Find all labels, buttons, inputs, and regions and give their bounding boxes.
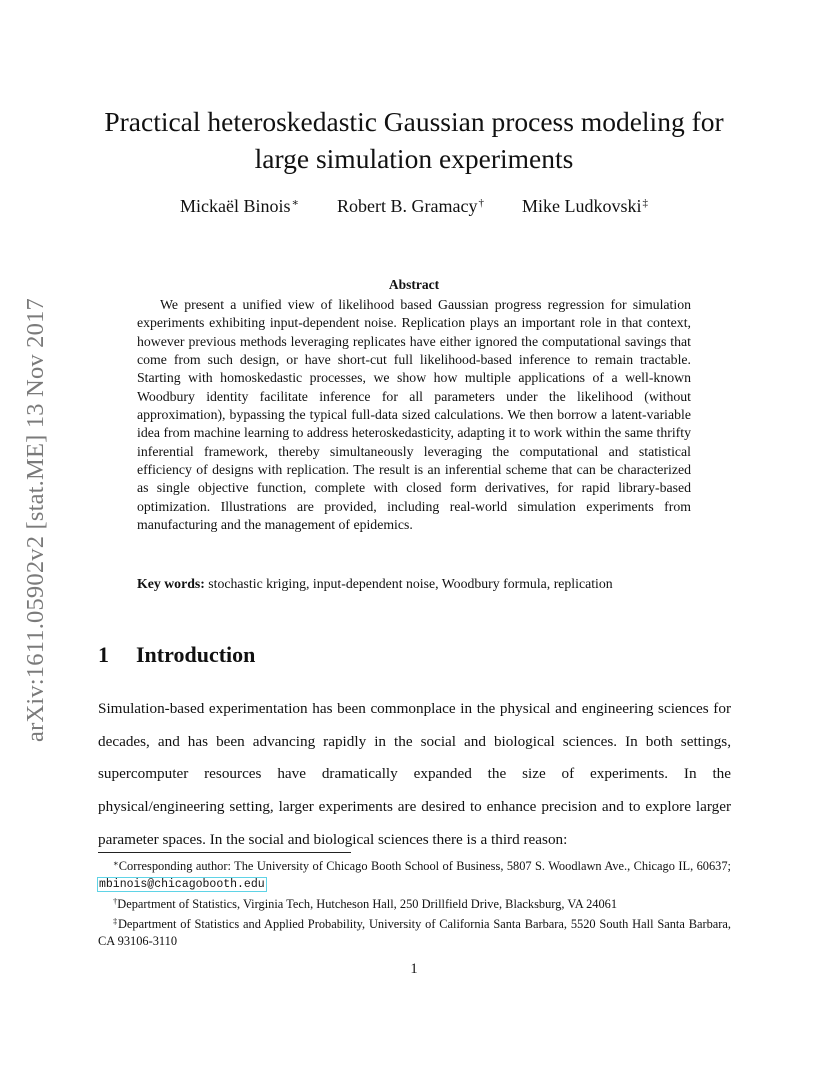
footnote-affiliation — [98, 913, 731, 950]
footnote-affiliation — [98, 893, 731, 913]
title-line-1: Practical heteroskedastic Gaussian process modeling for — [104, 106, 724, 137]
author-list — [88, 196, 740, 217]
footnote-text: Corresponding author: The University of Chicago Booth School of Business, 5807 S. Woodlawn Ave., Chicago IL, 60637; — [118, 859, 731, 873]
email-link[interactable]: mbinois@chicagobooth.edu — [99, 878, 265, 891]
title-line-2: large simulation experiments — [254, 143, 574, 174]
section-heading — [98, 642, 255, 668]
paper-title — [88, 103, 740, 177]
footnote-mark: ∗ — [113, 858, 119, 868]
author — [337, 196, 484, 217]
section-number: 1 — [98, 642, 109, 667]
author — [180, 196, 299, 217]
footnote-text: Department of Statistics, Virginia Tech, Hutcheson Hall, 250 Drillfield Drive, Blacksburg, VA 24061 — [117, 897, 618, 911]
keywords-text: stochastic kriging, input-dependent noise, Woodbury formula, replication — [208, 576, 613, 591]
footnote-mark: † — [113, 896, 118, 906]
footnote-rule — [98, 852, 351, 853]
footnote-mark: ‡ — [113, 916, 118, 926]
abstract-body: We present a unified view of likelihood based Gaussian progress regression for simulation experiments exhibiting input-dependent noise. Replication plays an important role in that context, however previous methods leveraging replicates have either ignored the computational savings that come from such design, or have short-cut full likelihood-based inference to remain tractable. Starting with homoskedastic processes, we show how multiple applications of a well-known Woodbury identity facilitate inference for all parameters under the likelihood (without approximation), bypassing the typical full-data sized calculations. We then borrow a latent-variable idea from machine learning to address heteroskedasticity, adapting it to work within the same thrifty inferential framework, thereby simultaneously leveraging the computational and statistical efficiency of designs with replication. The result is an inferential scheme that can be characterized as single objective function, complete with closed form derivatives, for rapid library-based optimization. Illustrations are provided, including real-world simulation experiments from manufacturing and the management of epidemics. — [137, 297, 691, 533]
keywords — [137, 575, 697, 593]
section-title: Introduction — [136, 642, 256, 667]
author-footnote-mark: † — [478, 197, 484, 209]
keywords-label: Key words: — [137, 576, 205, 591]
arxiv-stamp — [14, 265, 58, 775]
author-name: Mike Ludkovski — [521, 196, 642, 216]
arxiv-identifier: arXiv:1611.05902v2 [stat.ME] 13 Nov 2017 — [22, 298, 49, 742]
author-name: Mickaël Binois — [180, 196, 291, 216]
footnotes — [98, 855, 731, 950]
abstract-heading: Abstract — [388, 277, 440, 292]
author-name: Robert B. Gramacy — [337, 196, 478, 216]
author — [522, 196, 648, 217]
footnote-corresponding — [98, 855, 731, 893]
page-number: 1 — [410, 961, 418, 977]
author-footnote-mark: ∗ — [291, 197, 299, 209]
author-footnote-mark: ‡ — [642, 197, 648, 209]
intro-paragraph: Simulation-based experimentation has been commonplace in the physical and engineering sciences for decades, and has been advancing rapidly in the social and biological sciences. In both settings, supercomputer resources have dramatically expanded the size of experiments. In the physical/engineering setting, larger experiments are desired to enhance precision and to explore larger parameter spaces. In the social and biological sciences there is a third reason: — [98, 700, 731, 848]
footnote-text: Department of Statistics and Applied Probability, University of California Santa Barbara, 5520 South Hall Santa Barbara, CA 93106-3110 — [98, 917, 732, 948]
